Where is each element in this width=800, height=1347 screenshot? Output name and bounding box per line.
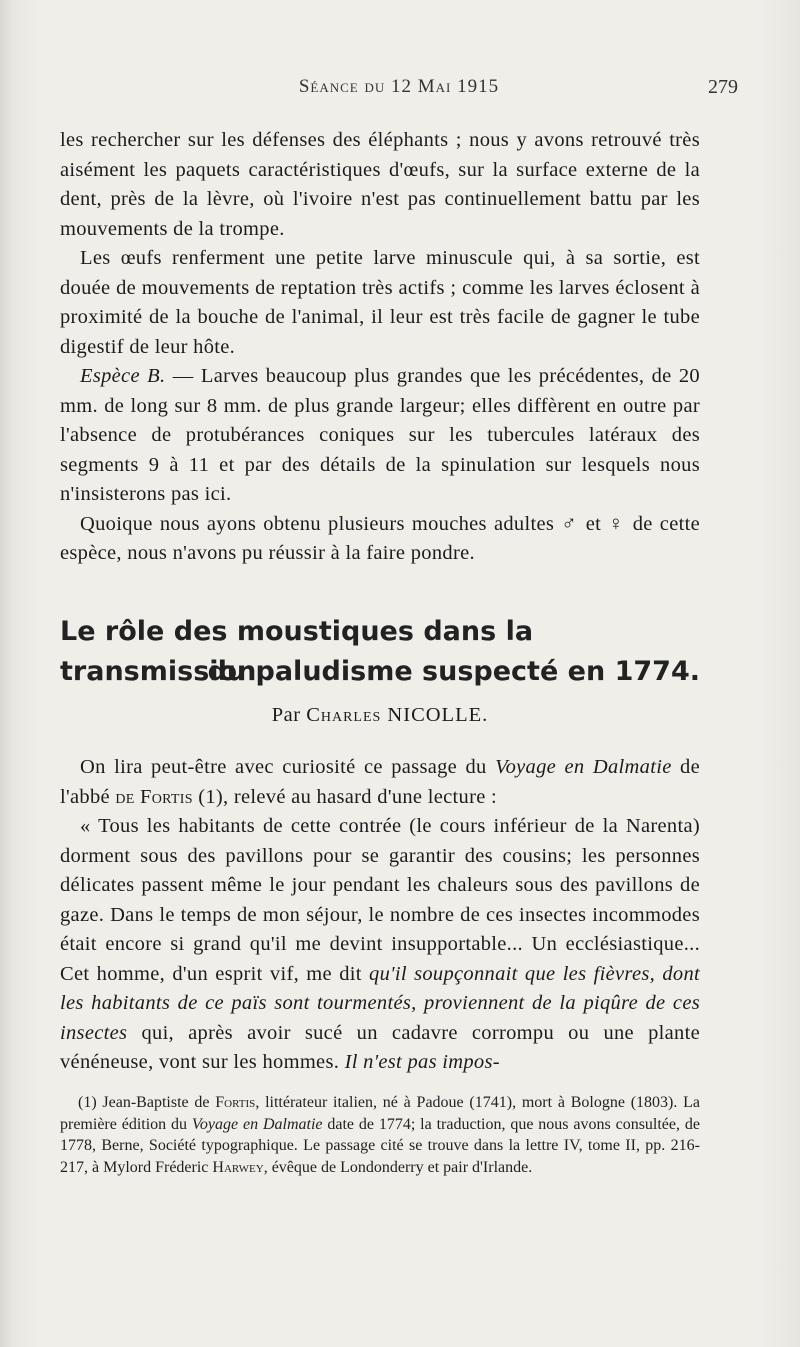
author-name: de Fortis [115,785,193,808]
byline-prefix: Par [271,704,307,726]
quote-italic-2: Il n'est pas impos- [344,1051,500,1073]
body-paragraph-2 [60,812,700,1078]
body-paragraph-1 [60,753,700,812]
paragraph-4: Quoique nous ayons obtenu plusieurs mouches adultes ♂ et ♀ de cette espèce, nous n'avons pu réussir à la faire pondre. [60,512,700,564]
article-body [60,753,700,1078]
species-label: Espèce B. [80,365,166,387]
footnote [60,1092,700,1178]
quote-a: « Tous les habitants de cette contrée (le cours inférieur de la Narenta) dorment sous des pavillons pour se garantir des cousins; les personnes délicates passent même le jour pendant les chaleurs sous des pavillons de gaze. Dans le temps de mon séjour, le nombre de ces insectes incommodes était encore si grand qu'il me devint insupportable... Un ecclésiastique... Cet homme, d'un esprit vif, me dit [60,815,700,985]
article-title [60,612,700,692]
footnote-c: date de 1774; la traduction, que nous avons consultée, de 1778, Berne, Société typographique. Le passage cité se trouve dans la lettre IV, tome II, pp. 216-217, à Mylord Fréderic [60,1115,700,1176]
footnote-b: , littérateur italien, né à Padoue (1741), mort à Bologne (1803). La première édition du [60,1094,701,1133]
footnote-work: Voyage en Dalmatie [191,1115,323,1133]
footnote-d: , évêque de Londonderry et pair d'Irlande. [263,1158,533,1176]
footnote-a: (1) Jean-Baptiste de [78,1094,216,1111]
work-title: Voyage en Dalmatie [495,756,672,778]
byline-author: Charles NICOLLE. [306,704,489,726]
paragraph-espece-b [60,362,700,510]
page-number: 279 [708,76,738,98]
body-p1-b: de l'abbé [60,756,700,808]
running-head [60,76,738,106]
species-text: — Larves beaucoup plus grandes que les précédentes, de 20 mm. de long sur 8 mm. de plus grande largeur; elles diffèrent en outre par l'absence de protubérances coniques sur les tubercules latéraux des segments 9 à 11 et par des détails de la spinulation sur lesquels nous n'insisterons pas ici. [60,365,700,505]
byline [60,704,700,727]
footnote-fortis: Fortis [215,1094,256,1111]
section-continuation [60,126,700,569]
body-p1-a: On lira peut-être avec curiosité ce passage du [80,756,496,778]
running-title: Séance du 12 Mai 1915 [298,76,500,97]
quote-italic-1: qu'il soupçonnait que les fièvres, dont les habitants de ce païs sont tourmentés, proviennent de la piqûre de ces insectes [60,962,700,1044]
quote-b: qui, après avoir sucé un cadavre corrompu ou une plante vénéneuse, vont sur les hommes. [60,1021,700,1073]
article-title-line-1: Le rôle des moustiques dans la transmission [60,616,534,687]
paragraph-2: Les œufs renferment une petite larve minuscule qui, à sa sortie, est douée de mouvements de reptation très actifs ; comme les larves éclosent à proximité de la bouche de l'animal, il leur est très facile de gagner le tube digestif de leur hôte. [60,247,700,358]
body-p1-c: (1), relevé au hasard d'une lecture : [192,785,498,808]
article-title-line-2: du paludisme suspecté en 1774. [207,656,700,687]
footnote-harwey: Harwey [212,1158,264,1176]
paragraph-1: les rechercher sur les défenses des éléphants ; nous y avons retrouvé très aisément les paquets caractéristiques d'œufs, sur la surface externe de la dent, près de la lèvre, où l'ivoire n'est pas continuellement battu par les mouvements de la trompe. [60,129,700,240]
